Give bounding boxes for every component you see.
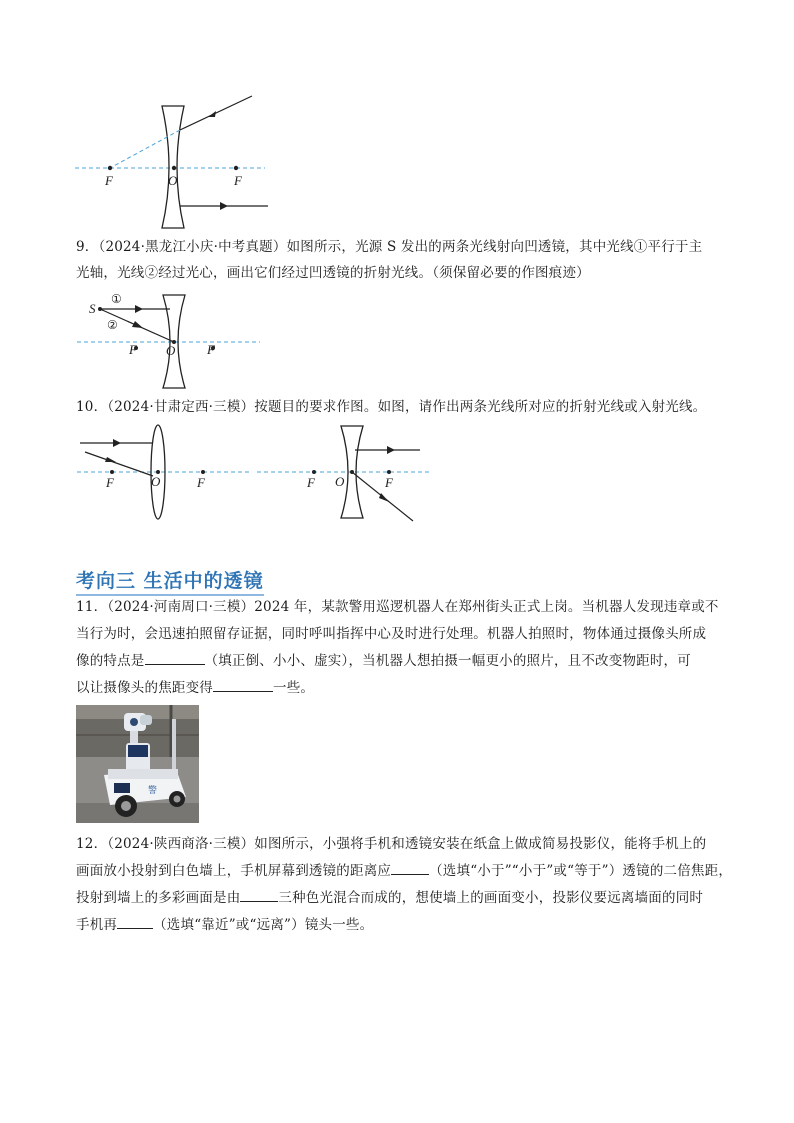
- question-12-text-line4: [76, 911, 373, 939]
- question-12-text-line2: [76, 857, 732, 885]
- incident-ray: [180, 96, 252, 130]
- figure-question-10-concave: [255, 420, 435, 525]
- ray-1-label: ①: [111, 292, 122, 306]
- question-11-text-line4a: 以让摄像头的焦距变得: [76, 680, 213, 696]
- optical-center-label: O: [168, 173, 178, 188]
- figure-concave-lens-1: [70, 92, 280, 232]
- question-12-text-line3b: 三种色光混合而成的，想使墙上的画面变小，投影仪要远离墙面的同时: [278, 890, 704, 906]
- arrow-icon: [135, 305, 143, 313]
- question-12-text-line1: 12．（2024·陕西商洛·三模）如图所示，小强将手机和透镜安装在纸盒上做成简易投影仪，能将手机上的: [76, 836, 707, 852]
- question-12-text-line2b: （选填“小于”“小于”或“等于”）透镜的二倍焦距，: [429, 863, 733, 879]
- question-11-text-line1: 11．（2024·河南周口·三模）2024 年，某款警用巡逻机器人在郑州街头正式上岗。当机器人发现违章或不: [76, 599, 719, 615]
- focus-label: F: [197, 475, 205, 490]
- arrow-icon: [132, 321, 143, 328]
- optical-center-label: O: [166, 343, 176, 358]
- arrow-icon: [105, 457, 116, 462]
- question-9-text-line2: 光轴，光线②经过光心，画出它们经过凹透镜的折射光线。（须保留必要的作图痕迹）: [76, 265, 590, 281]
- focus-label: F: [106, 475, 114, 490]
- question-12-text-line2a: 画面放小投射到白色墙上，手机屏幕到透镜的距离应: [76, 863, 392, 879]
- focus-label: F: [207, 342, 215, 357]
- answer-blank-4[interactable]: [240, 887, 278, 902]
- focus-label: F: [385, 475, 393, 490]
- focus-label: F: [307, 475, 315, 490]
- ray-2-label: ②: [107, 318, 118, 332]
- question-11-text-line3b: （填正倒、小小、虚实），当机器人想拍摄一幅更小的照片，且不改变物距时，可: [204, 653, 691, 669]
- focus-label: F: [234, 173, 242, 188]
- answer-blank-2[interactable]: [213, 677, 273, 692]
- question-10-text-line1: 10．（2024·甘肃定西·三模）按题目的要求作图。如图，请作出两条光线所对应的折射光线或入射光线。: [76, 399, 707, 415]
- question-11-text-line3: [76, 647, 691, 675]
- question-12-text-line3: [76, 884, 703, 912]
- arrow-icon: [113, 439, 121, 447]
- focus-label: F: [105, 173, 113, 188]
- answer-blank-5[interactable]: [117, 914, 153, 929]
- question-11-text-line4: [76, 674, 314, 702]
- source-label: S: [89, 301, 96, 316]
- question-12-text-line4a: 手机再: [76, 917, 118, 933]
- optical-center-label: O: [335, 474, 345, 489]
- answer-blank-1[interactable]: [145, 650, 205, 665]
- figure-question-9: [75, 290, 265, 390]
- arrow-icon: [387, 446, 395, 454]
- question-11-text-line4b: 一些。: [273, 680, 315, 696]
- optical-center-label: O: [151, 474, 161, 489]
- question-9-text-line1: 9．（2024·黑龙江小庆·中考真题）如图所示，光源 S 发出的两条光线射向凹透镜，其中光线①平行于主: [76, 239, 703, 255]
- question-11-text-line2: 当行为时，会迅速拍照留存证据，同时呼叫指挥中心及时进行处理。机器人拍照时，物体通过摄像头所成: [76, 626, 707, 642]
- question-12-text-line4b: （选填“靠近”或“远离”）镜头一些。: [153, 917, 374, 933]
- section-heading: 考向三 生活中的透镜: [76, 566, 264, 596]
- answer-blank-3[interactable]: [391, 860, 429, 875]
- question-11-text-line3a: 像的特点是: [76, 653, 145, 669]
- figure-question-10-convex: [75, 420, 255, 525]
- robot-logo: 警: [148, 786, 158, 796]
- focus-label: F: [129, 342, 137, 357]
- robot-photo: [76, 705, 199, 823]
- robot-illustration: [76, 705, 199, 823]
- arrow-icon: [379, 493, 389, 502]
- arrow-icon: [220, 202, 228, 210]
- question-12-text-line3a: 投射到墙上的多彩画面是由: [76, 890, 241, 906]
